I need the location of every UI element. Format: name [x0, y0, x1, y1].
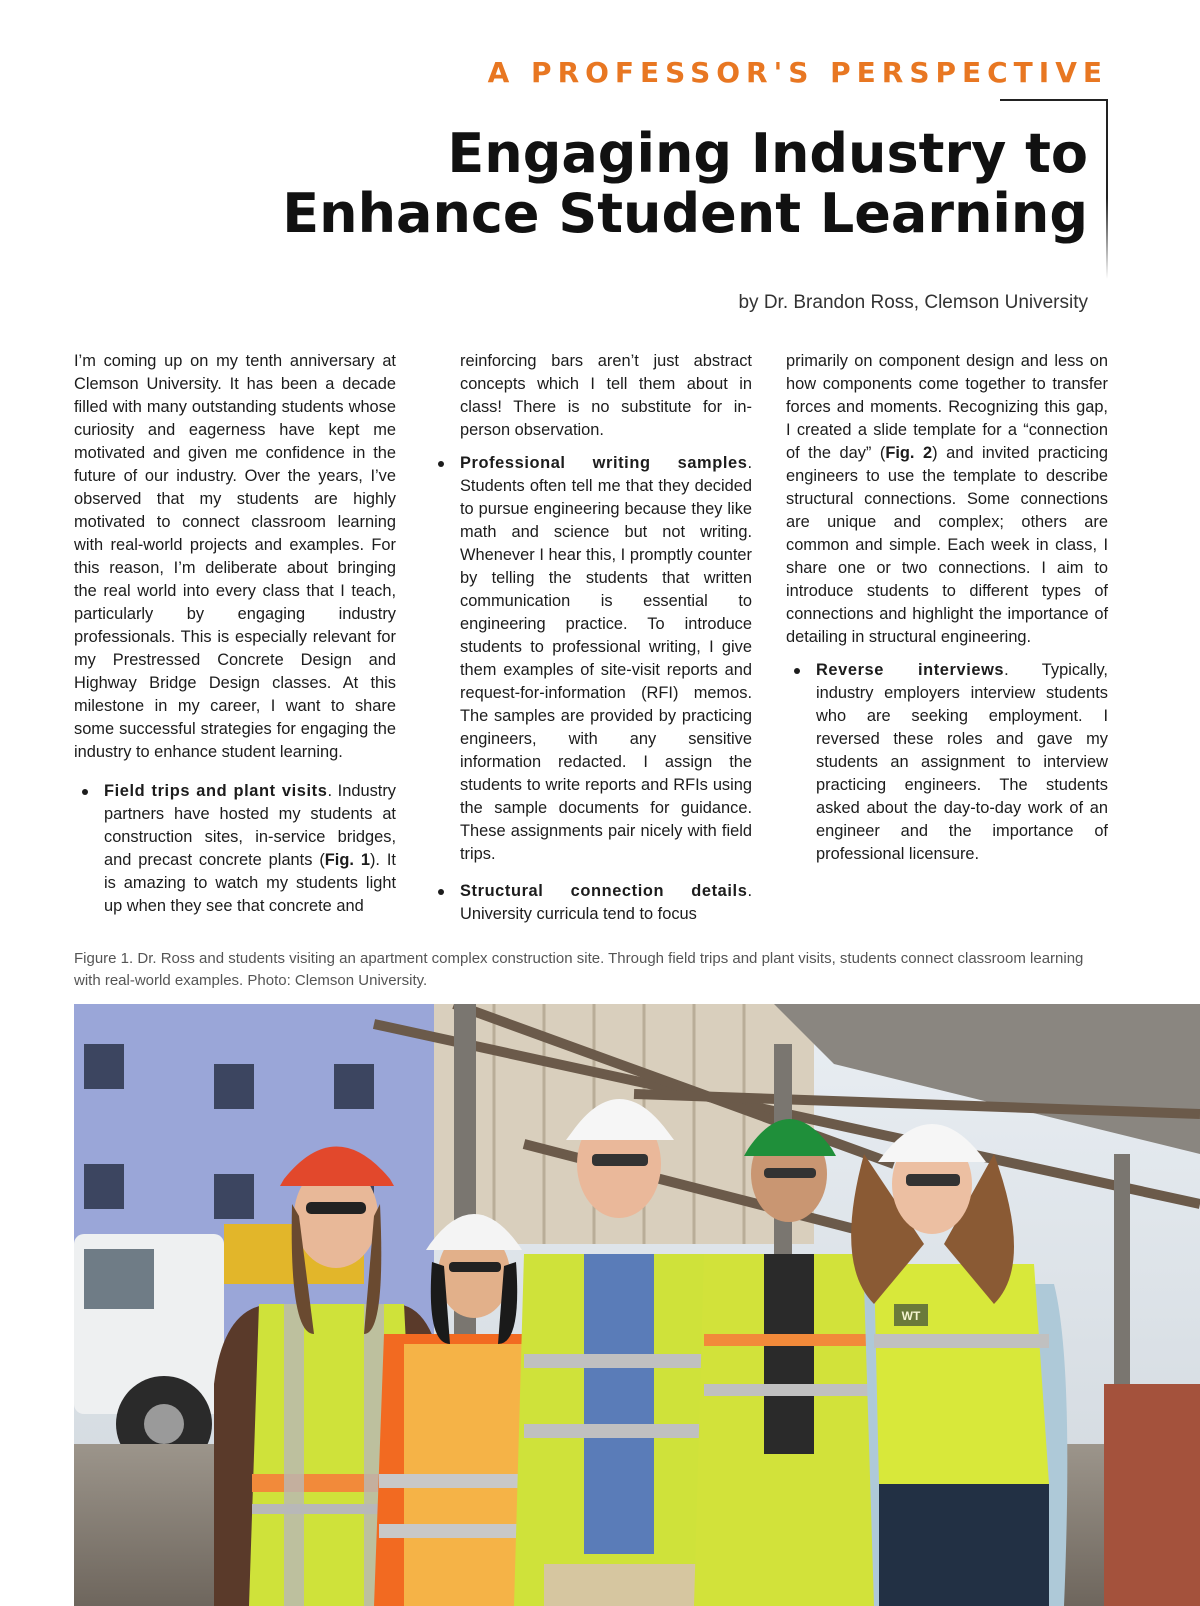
bullet-lead: Structural connection details [460, 882, 748, 900]
article-column-2 [430, 350, 752, 926]
bullet-lead: Field trips and plant visits [104, 782, 328, 800]
bullet-lead: Reverse interviews [816, 661, 1005, 679]
strategy-list [430, 452, 752, 926]
bullet-lead: Professional writing samples [460, 454, 748, 472]
bullet-continuation: reinforcing bars aren’t just abstract concepts which I tell them about in class! There is no substitute for in-person observation. [460, 352, 752, 439]
strategy-list [74, 780, 396, 918]
construction-site-photo [74, 1004, 1200, 1606]
bullet-text: . University curricula tend to focus [460, 882, 752, 923]
figure-photo [74, 1004, 1200, 1606]
figure-ref: Fig. 2 [885, 444, 933, 462]
bullet-text: . Typically, industry employers interview students who are seeking employment. I reversed these roles and gave my students an assignment to interview practicing engineers. The students asked about the day-to-day work of an engineer and the importance of professional licensure. [816, 661, 1108, 863]
bullet-field-trips [74, 780, 396, 918]
intro-paragraph: I’m coming up on my tenth anniversary at Clemson University. It has been a decade filled with many outstanding students whose curiosity and eagerness have kept me motivated and given me confidence in the future of our industry. Over the years, I’ve observed that my students are highly motivated to connect classroom learning with real-world projects and examples. For this reason, I’m deliberate about bringing the real world into every class that I teach, particularly by engaging industry professionals. This is especially relevant for my Prestressed Concrete Design and Highway Bridge Design classes. At this milestone in my career, I want to share some successful strategies for engaging the industry to enhance student learning. [74, 352, 396, 761]
figure-caption: Figure 1. Dr. Ross and students visiting an apartment complex construction site. Through field trips and plant visits, students connect classroom learning with real-world examples. Photo: Clemson University. [74, 950, 1084, 989]
header-rule-horizontal [1000, 99, 1108, 101]
brick-stack [1104, 1384, 1200, 1606]
bullet-text: . Industry partners have hosted my students at construction sites, in-service bridges, and precast concrete plants ( [104, 782, 396, 869]
bullet-text: ) and invited practicing engineers to use the template to describe structural connections. Some connections are unique and complex; others are common and simple. Each week in class, I share one or two connections. I aim to introduce students to different types of connections and highlight the importance of detailing in structural engineering. [786, 444, 1108, 646]
bullet-continuation [786, 350, 1108, 649]
article-column-3 [786, 350, 1108, 866]
bullet-text: ). It is amazing to watch my students light up when they see that concrete and [104, 851, 396, 915]
vest-logo-text: WT [901, 1309, 921, 1323]
bullet-text: . Students often tell me that they decided to pursue engineering because they like math and science but not writing. Whenever I hear this, I promptly counter by telling the students that written communication is essential to engineering practice. To introduce students to professional writing, I give them examples of site-visit reports and request-for-information (RFI) memos. The samples are provided by practicing engineers, with any sensitive information redacted. I assign the students to write reports and RFIs using the sample documents for guidance. These assignments pair nicely with field trips. [460, 454, 752, 863]
article-column-1 [74, 350, 396, 918]
title-line-2: Enhance Student Learning [282, 182, 1088, 245]
title-line-1: Engaging Industry to [447, 122, 1088, 185]
bullet-text: primarily on component design and less on how components come together to transfer forces and moments. Recognizing this gap, I created a slide template for a “connection of the day” ( [786, 352, 1108, 462]
section-kicker: A PROFESSOR'S PERSPECTIVE [487, 56, 1108, 89]
figure-ref: Fig. 1 [324, 851, 370, 869]
bullet-reverse-interviews [786, 659, 1108, 866]
header-rule-vertical [1106, 99, 1108, 279]
article-title [282, 124, 1088, 244]
bullet-writing-samples [430, 452, 752, 866]
byline: by Dr. Brandon Ross, Clemson University [738, 292, 1088, 313]
bullet-connection-details [430, 880, 752, 926]
strategy-list [786, 659, 1108, 866]
